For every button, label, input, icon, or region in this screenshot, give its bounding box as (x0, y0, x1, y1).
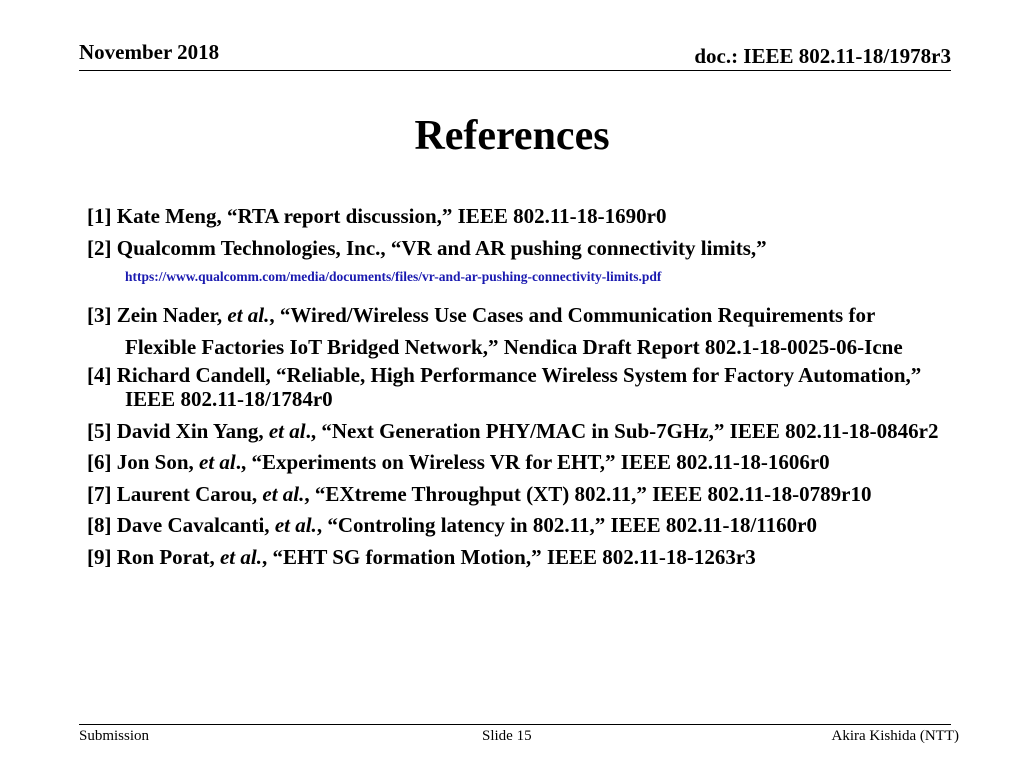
reference-9-etal: et al. (219, 544, 262, 569)
reference-3 (87, 299, 947, 363)
slide-title: References (414, 113, 610, 159)
reference-8-etal: et al. (274, 513, 317, 537)
reference-3-author: [3] Zein Nader, (87, 303, 228, 327)
reference-9 (87, 545, 947, 569)
reference-6-rest: ., “Experiments on Wireless VR for EHT,” IEEE 802.11-18-1606r0 (235, 450, 830, 474)
reference-7-author: [7] Laurent Carou, (87, 481, 263, 506)
reference-9-rest: , “EHT SG formation Motion,” IEEE 802.11-18-1263r3 (261, 544, 756, 569)
footer-divider (79, 724, 951, 725)
reference-4-text: [4] Richard Candell, “Reliable, High Performance Wireless System for Factory Automation,” IEEE 802.11-18/1784r0 (87, 363, 922, 411)
reference-3-etal: et al. (227, 303, 270, 327)
footer-slide-number: Slide 15 (482, 728, 532, 744)
reference-6 (87, 450, 947, 474)
reference-6-author: [6] Jon Son, (87, 450, 200, 474)
footer-author: Akira Kishida (NTT) (831, 728, 959, 744)
reference-2-url: https://www.qualcomm.com/media/documents/files/vr-and-ar-pushing-connectivity-limits.pdf (125, 269, 662, 284)
reference-5-author: [5] David Xin Yang, (87, 418, 269, 443)
reference-5-rest: ., “Next Generation PHY/MAC in Sub-7GHz,” IEEE 802.11-18-0846r2 (305, 418, 939, 443)
reference-8-rest: , “Controling latency in 802.11,” IEEE 802.11-18/1160r0 (316, 513, 817, 537)
reference-7 (87, 482, 947, 506)
reference-2 (87, 236, 947, 260)
reference-2-text: [2] Qualcomm Technologies, Inc., “VR and AR pushing connectivity limits,” (87, 235, 767, 260)
reference-4 (87, 363, 947, 411)
reference-7-rest: , “EXtreme Throughput (XT) 802.11,” IEEE 802.11-18-0789r10 (304, 481, 872, 506)
header-date: November 2018 (79, 40, 220, 64)
reference-5-etal: et al (268, 418, 306, 443)
reference-7-etal: et al. (262, 481, 305, 506)
reference-6-etal: et al (199, 450, 236, 474)
reference-9-author: [9] Ron Porat, (87, 544, 220, 569)
header-doc-id: doc.: IEEE 802.11-18/1978r3 (694, 44, 951, 68)
reference-8 (87, 513, 947, 537)
header-divider (79, 70, 951, 71)
footer-submission: Submission (79, 728, 150, 744)
reference-8-author: [8] Dave Cavalcanti, (87, 513, 275, 537)
reference-list (87, 204, 947, 576)
reference-1 (87, 204, 947, 228)
reference-5 (87, 419, 947, 443)
reference-3-rest: , “Wired/Wireless Use Cases and Communication Requirements for Flexible Factories IoT Bridged Network,” Nendica Draft Report 802.1-18-0025-06-Icne (125, 303, 903, 359)
reference-1-text: [1] Kate Meng, “RTA report discussion,” IEEE 802.11-18-1690r0 (87, 204, 667, 228)
